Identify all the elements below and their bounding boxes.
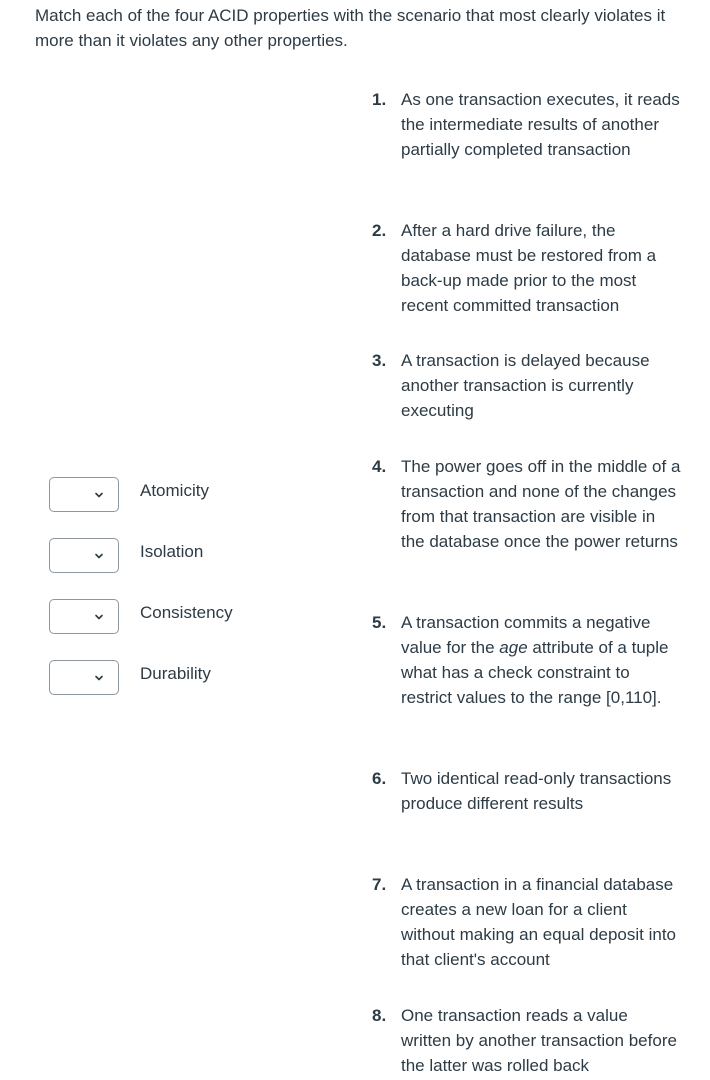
answer-number: 2. <box>372 221 387 240</box>
answer-text <box>401 610 682 710</box>
prompt-row-atomicity <box>49 477 349 515</box>
chevron-down-icon <box>94 612 104 622</box>
question-text: Match each of the four ACID properties with the scenario that most clearly violates it more than it violates any other properties. <box>35 6 666 50</box>
chevron-down-icon <box>94 551 104 561</box>
answer-text: Two identical read-only transactions produce different results <box>401 769 672 813</box>
prompt-label: Consistency <box>140 603 233 622</box>
prompt-row-isolation <box>49 538 349 576</box>
answer-item-2 <box>372 218 682 318</box>
answer-text: One transaction reads a value written by another transaction before the latter was rolled back <box>401 1006 677 1075</box>
answer-item-4 <box>372 454 682 554</box>
answer-text-part: A transaction commits a negative value for the <box>401 613 651 657</box>
answer-number: 7. <box>372 875 387 894</box>
answer-item-6 <box>372 766 682 816</box>
prompt-row-durability <box>49 660 349 698</box>
prompt-row-consistency <box>49 599 349 637</box>
prompt-label: Isolation <box>140 542 204 561</box>
isolation-answer-select[interactable] <box>49 538 119 573</box>
answer-number: 1. <box>372 90 387 109</box>
answer-number: 3. <box>372 351 387 370</box>
answer-item-5 <box>372 610 682 710</box>
answer-item-1 <box>372 87 682 162</box>
chevron-down-icon <box>94 490 104 500</box>
answer-item-8 <box>372 1003 682 1078</box>
answer-text: The power goes off in the middle of a transaction and none of the changes from that transaction are visible in the database once the power returns <box>401 457 681 551</box>
answer-text: A transaction in a financial database creates a new loan for a client without making an equal deposit into that client's account <box>401 875 677 969</box>
durability-answer-select[interactable] <box>49 660 119 695</box>
answer-text-emphasis: age <box>499 638 528 657</box>
prompt-label: Durability <box>140 664 211 683</box>
prompt-label: Atomicity <box>140 481 209 500</box>
answer-text: After a hard drive failure, the database must be restored from a back-up made prior to the most recent committed transaction <box>401 221 657 315</box>
answer-text: A transaction is delayed because another transaction is currently executing <box>401 351 650 420</box>
answer-number: 6. <box>372 769 387 788</box>
atomicity-answer-select[interactable] <box>49 477 119 512</box>
chevron-down-icon <box>94 673 104 683</box>
answer-text-part: attribute of a tuple what has a check constraint to restrict values to the range [0,110]. <box>401 638 669 707</box>
answer-item-3 <box>372 348 682 423</box>
answer-number: 5. <box>372 613 387 632</box>
answer-item-7 <box>372 872 682 972</box>
answer-text: As one transaction executes, it reads the intermediate results of another partially completed transaction <box>401 90 680 159</box>
answer-number: 8. <box>372 1006 387 1025</box>
answer-number: 4. <box>372 457 387 476</box>
consistency-answer-select[interactable] <box>49 599 119 634</box>
